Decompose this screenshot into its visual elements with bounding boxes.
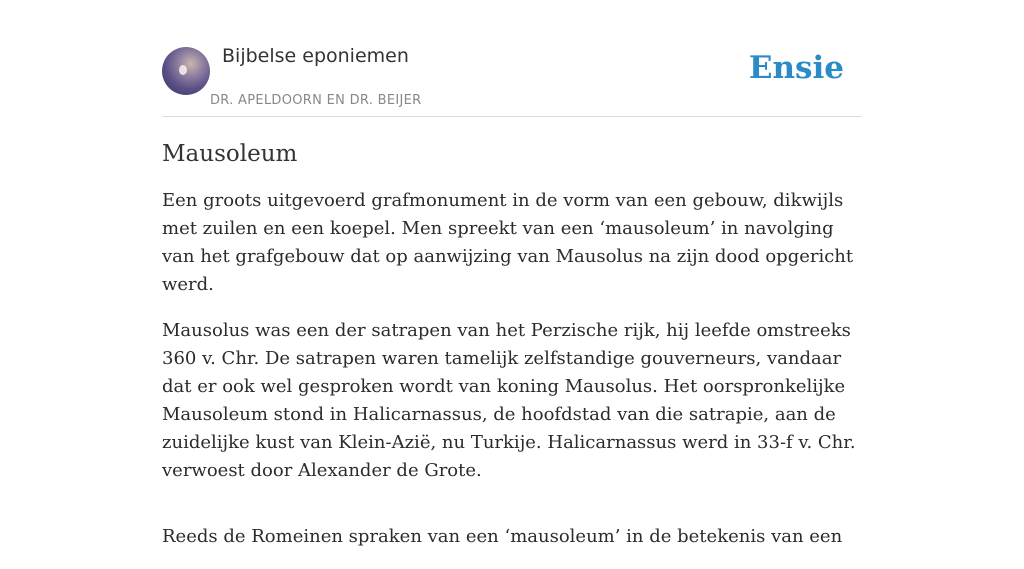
article-paragraph: Reeds de Romeinen spraken van een ‘mausoleum’ in de betekenis van een: [162, 526, 843, 547]
ensie-logo-link[interactable]: Ensie: [748, 50, 844, 86]
book-authors: DR. APELDOORN EN DR. BEIJER: [210, 93, 422, 108]
article-paragraph: Een groots uitgevoerd grafmonument in de vorm van een gebouw, dikwijls met zuilen en een koepel. Men spreekt van een ‘mausoleum’ in navolging van het grafgebouw dat op aanwijzing van Mausolus na zijn dood opgericht werd.: [162, 190, 854, 295]
article-title: Mausoleum: [162, 141, 298, 167]
header: [162, 0, 862, 117]
cover-highlight: [179, 65, 187, 75]
book-title[interactable]: Bijbelse eponiemen: [222, 45, 409, 67]
book-cover-avatar[interactable]: [162, 47, 193, 95]
article-paragraph: Mausolus was een der satrapen van het Perzische rijk, hij leefde omstreeks 360 v. Chr. De satrapen waren tamelijk zelfstandige gouverneurs, vandaar dat er ook wel gesproken wordt van koning Mausolus. Het oorspronkelijke Mausoleum stond in Halicarnassus, de hoofdstad van die satrapie, aan de zuidelijke kust van Klein-Azië, nu Turkije. Halicarnassus werd in 33-f v. Chr. verwoest door Alexander de Grote.: [162, 320, 856, 481]
article: [162, 138, 862, 569]
